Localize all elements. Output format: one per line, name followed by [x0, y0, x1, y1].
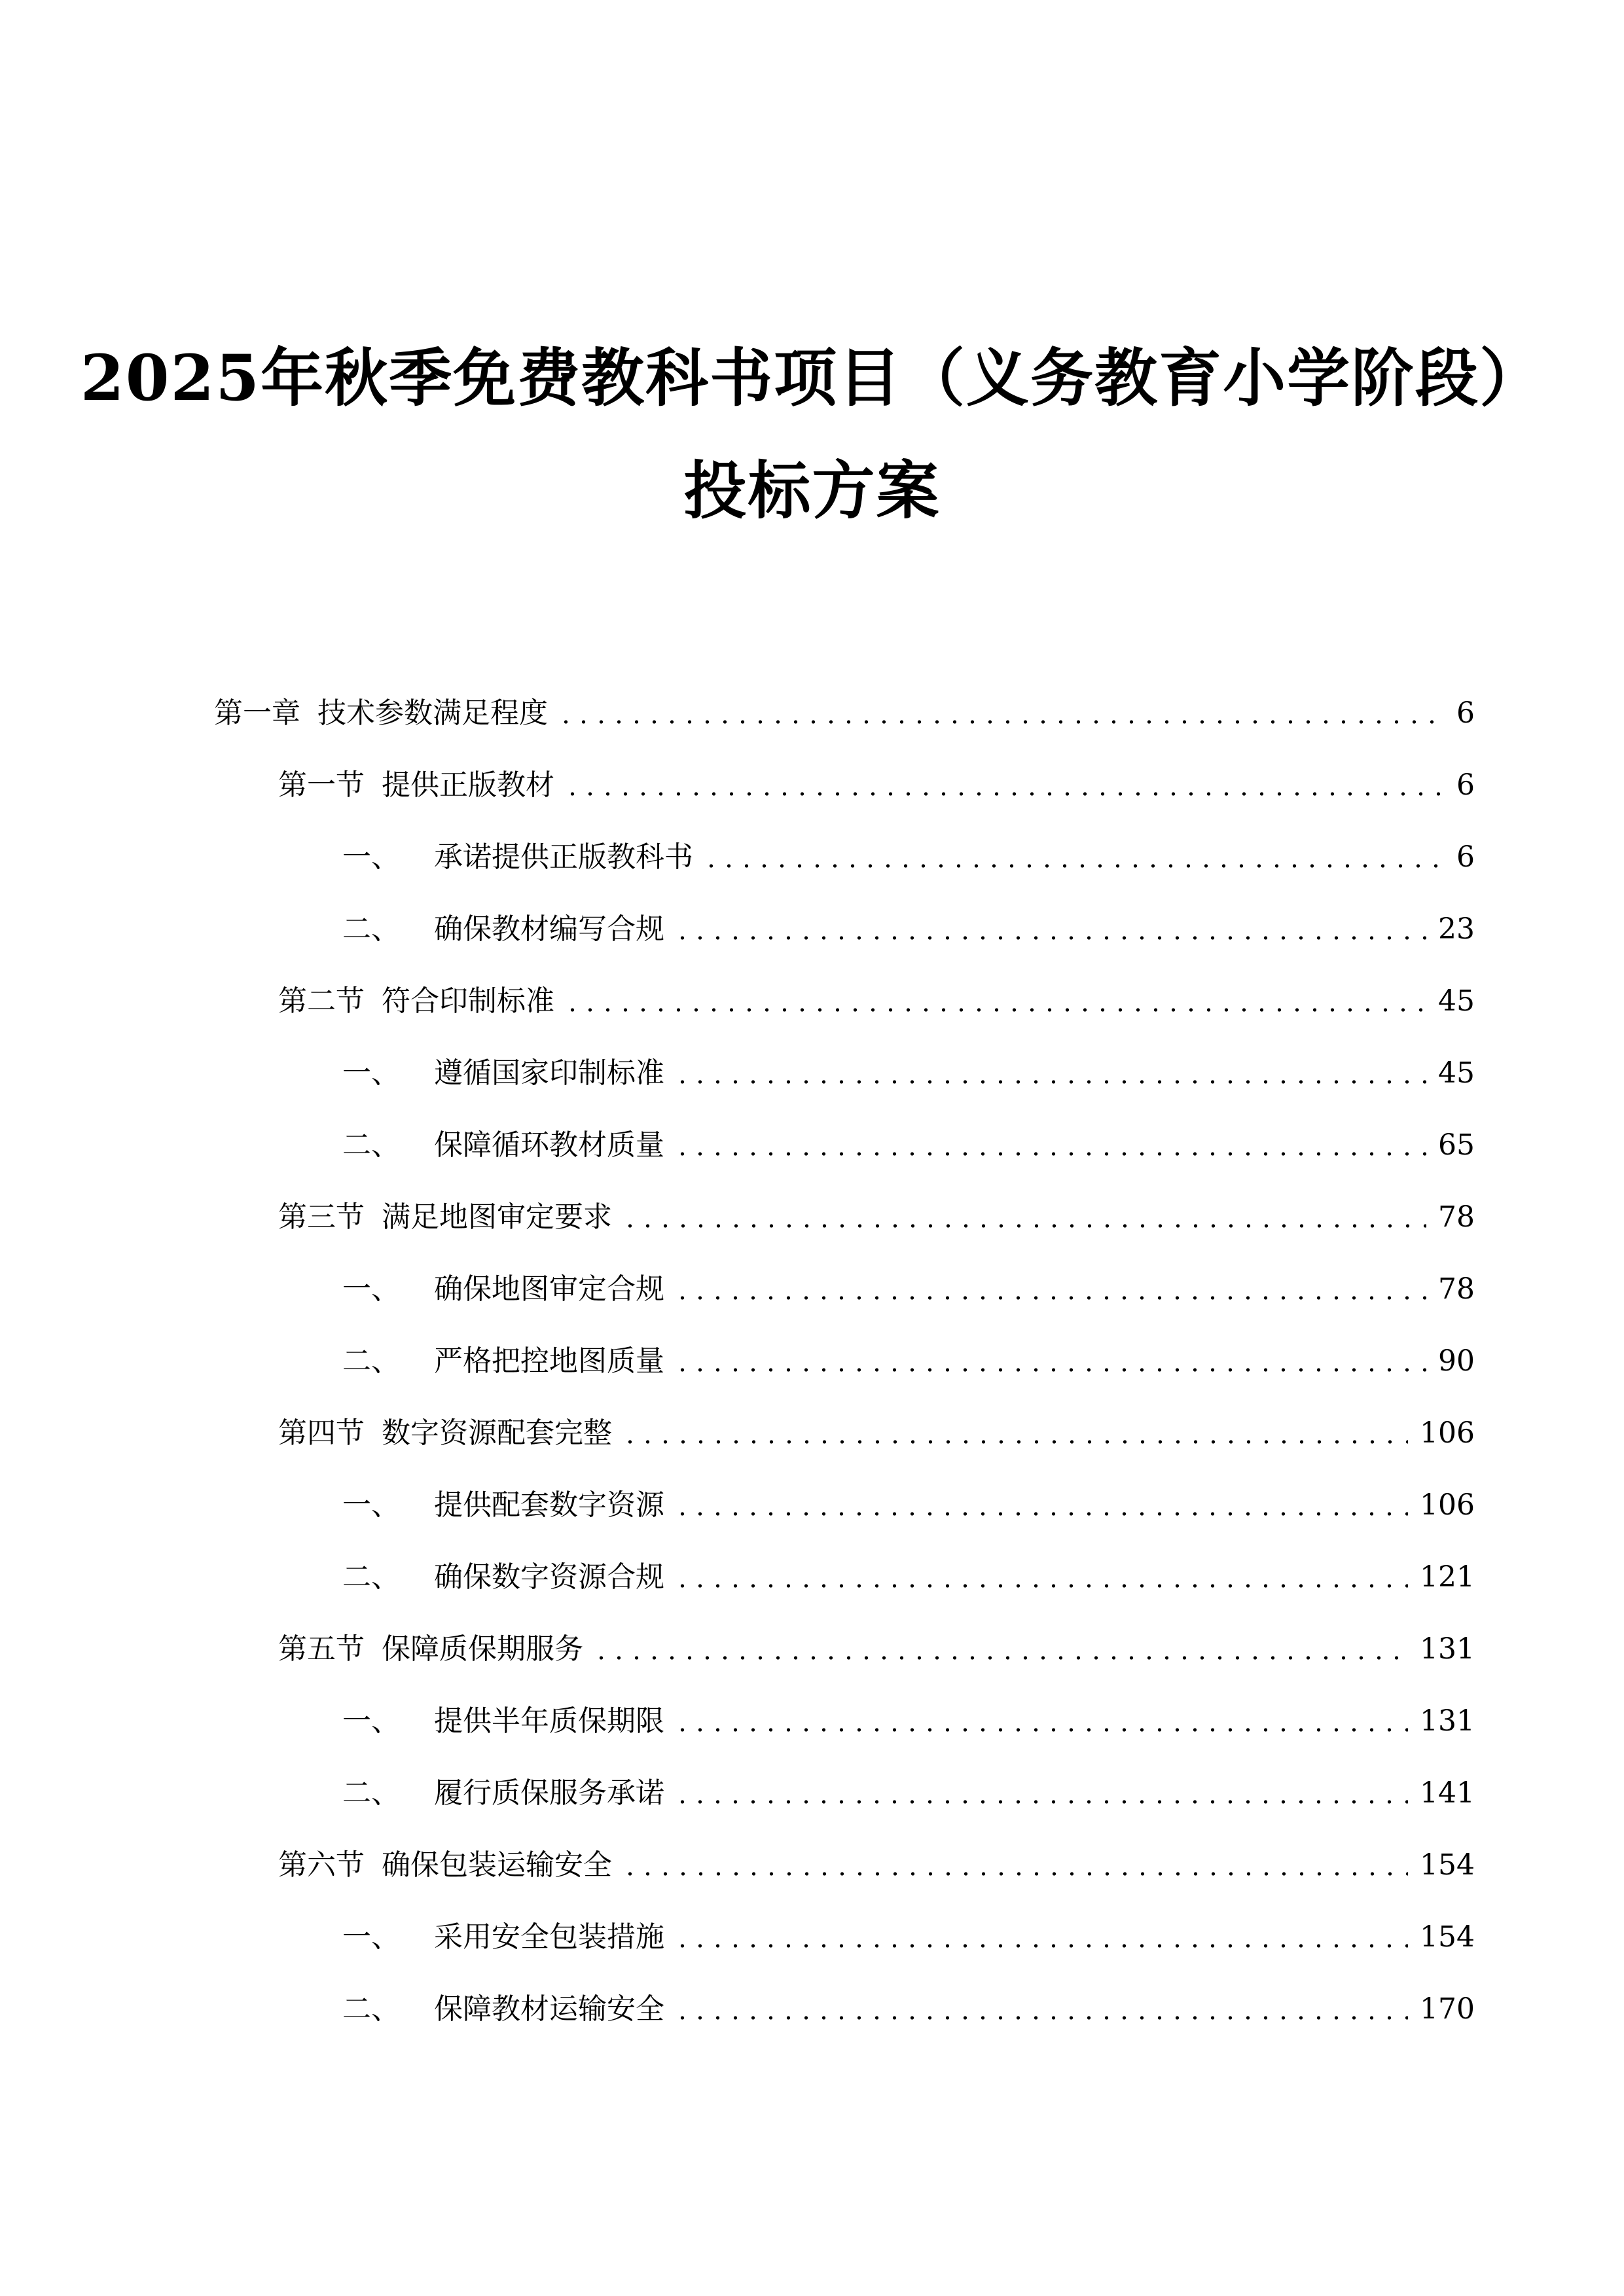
- toc-number: 第五节: [278, 1632, 365, 1666]
- dot-leader: [564, 792, 1445, 796]
- toc-label: 履行质保服务承诺: [434, 1776, 664, 1810]
- toc-label: 保障质保期服务: [382, 1632, 583, 1666]
- toc-page-number: 23: [1438, 912, 1475, 946]
- toc-entry[interactable]: [278, 1630, 1475, 1669]
- toc-number: 一、: [342, 1488, 400, 1522]
- toc-page-number: 154: [1420, 1848, 1475, 1882]
- toc-number: 二、: [342, 1560, 400, 1594]
- dot-leader: [564, 1008, 1426, 1012]
- toc-label: 保障循环教材质量: [434, 1128, 664, 1162]
- toc-label: 遵循国家印制标准: [434, 1056, 664, 1090]
- toc-entry[interactable]: [214, 694, 1475, 733]
- toc-entry[interactable]: [278, 1198, 1475, 1237]
- toc-label: 符合印制标准: [382, 984, 554, 1018]
- dot-leader: [621, 1872, 1408, 1876]
- toc-label: 保障教材运输安全: [434, 1992, 664, 2026]
- toc-page-number: 78: [1438, 1200, 1475, 1234]
- toc-label: 确保地图审定合规: [434, 1272, 664, 1306]
- toc-page-number: 131: [1420, 1704, 1475, 1738]
- toc-page-number: 45: [1438, 984, 1475, 1018]
- dot-leader: [674, 1152, 1426, 1156]
- toc-entry[interactable]: [342, 1126, 1475, 1165]
- toc-number: 第三节: [278, 1200, 365, 1234]
- toc-number: 第六节: [278, 1848, 365, 1882]
- toc-label: 提供正版教材: [382, 768, 554, 802]
- toc-entry[interactable]: [342, 1702, 1475, 1741]
- toc-number: 一、: [342, 1704, 400, 1738]
- toc-entry[interactable]: [278, 1414, 1475, 1453]
- dot-leader: [592, 1656, 1408, 1660]
- toc-page-number: 106: [1420, 1416, 1475, 1450]
- toc-entry[interactable]: [342, 910, 1475, 949]
- toc-label: 提供半年质保期限: [434, 1704, 664, 1738]
- toc-page-number: 170: [1420, 1992, 1475, 2026]
- toc-entry[interactable]: [342, 1054, 1475, 1093]
- dot-leader: [674, 936, 1426, 940]
- toc-page-number: 154: [1420, 1920, 1475, 1954]
- toc-number: 第二节: [278, 984, 365, 1018]
- document-title-line-1: 2025年秋季免费教科书项目（义务教育小学阶段）: [80, 341, 1544, 415]
- dot-leader: [674, 1296, 1426, 1300]
- toc-entry[interactable]: [342, 1486, 1475, 1525]
- dot-leader: [674, 1512, 1408, 1516]
- toc-label: 承诺提供正版教科书: [434, 840, 693, 874]
- dot-leader: [674, 1728, 1408, 1732]
- toc-label: 满足地图审定要求: [382, 1200, 612, 1234]
- toc-number: 二、: [342, 1776, 400, 1810]
- dot-leader: [674, 1944, 1408, 1948]
- toc-page-number: 6: [1456, 696, 1475, 730]
- toc-number: 二、: [342, 1128, 400, 1162]
- toc-label: 数字资源配套完整: [382, 1416, 612, 1450]
- toc-number: 二、: [342, 912, 400, 946]
- dot-leader: [674, 1368, 1426, 1372]
- toc-number: 一、: [342, 840, 400, 874]
- toc-number: 一、: [342, 1272, 400, 1306]
- toc-page-number: 106: [1420, 1488, 1475, 1522]
- toc-label: 采用安全包装措施: [434, 1920, 664, 1954]
- toc-page-number: 121: [1420, 1560, 1475, 1594]
- toc-entry[interactable]: [342, 1270, 1475, 1309]
- toc-number: 二、: [342, 1344, 400, 1378]
- dot-leader: [557, 720, 1445, 724]
- toc-entry[interactable]: [278, 982, 1475, 1021]
- toc-page-number: 90: [1438, 1344, 1475, 1378]
- toc-entry[interactable]: [342, 1774, 1475, 1813]
- dot-leader: [702, 864, 1445, 868]
- toc-page-number: 131: [1420, 1632, 1475, 1666]
- dot-leader: [674, 1584, 1408, 1588]
- toc-label: 确保包装运输安全: [382, 1848, 612, 1882]
- toc-number: 第一章: [214, 696, 300, 730]
- toc-page-number: 6: [1456, 768, 1475, 802]
- toc-page-number: 45: [1438, 1056, 1475, 1090]
- toc-entry[interactable]: [278, 1846, 1475, 1885]
- dot-leader: [621, 1224, 1426, 1228]
- toc-entry[interactable]: [278, 766, 1475, 805]
- toc-page-number: 141: [1420, 1776, 1475, 1810]
- toc-entry[interactable]: [342, 1918, 1475, 1957]
- document-title-line-2: 投标方案: [683, 454, 941, 528]
- toc-entry[interactable]: [342, 1990, 1475, 2029]
- dot-leader: [674, 2016, 1408, 2020]
- toc-label: 确保数字资源合规: [434, 1560, 664, 1594]
- toc-page-number: 78: [1438, 1272, 1475, 1306]
- toc-page-number: 6: [1456, 840, 1475, 874]
- toc-label: 技术参数满足程度: [317, 696, 548, 730]
- dot-leader: [674, 1800, 1408, 1804]
- toc-entry[interactable]: [342, 838, 1475, 877]
- toc-entry[interactable]: [342, 1558, 1475, 1597]
- dot-leader: [621, 1440, 1408, 1444]
- toc-number: 一、: [342, 1056, 400, 1090]
- toc-number: 二、: [342, 1992, 400, 2026]
- toc-entry[interactable]: [342, 1342, 1475, 1381]
- toc-label: 严格把控地图质量: [434, 1344, 664, 1378]
- toc-label: 确保教材编写合规: [434, 912, 664, 946]
- toc-page-number: 65: [1438, 1128, 1475, 1162]
- toc-number: 一、: [342, 1920, 400, 1954]
- toc-number: 第一节: [278, 768, 365, 802]
- dot-leader: [674, 1080, 1426, 1084]
- toc-number: 第四节: [278, 1416, 365, 1450]
- toc-label: 提供配套数字资源: [434, 1488, 664, 1522]
